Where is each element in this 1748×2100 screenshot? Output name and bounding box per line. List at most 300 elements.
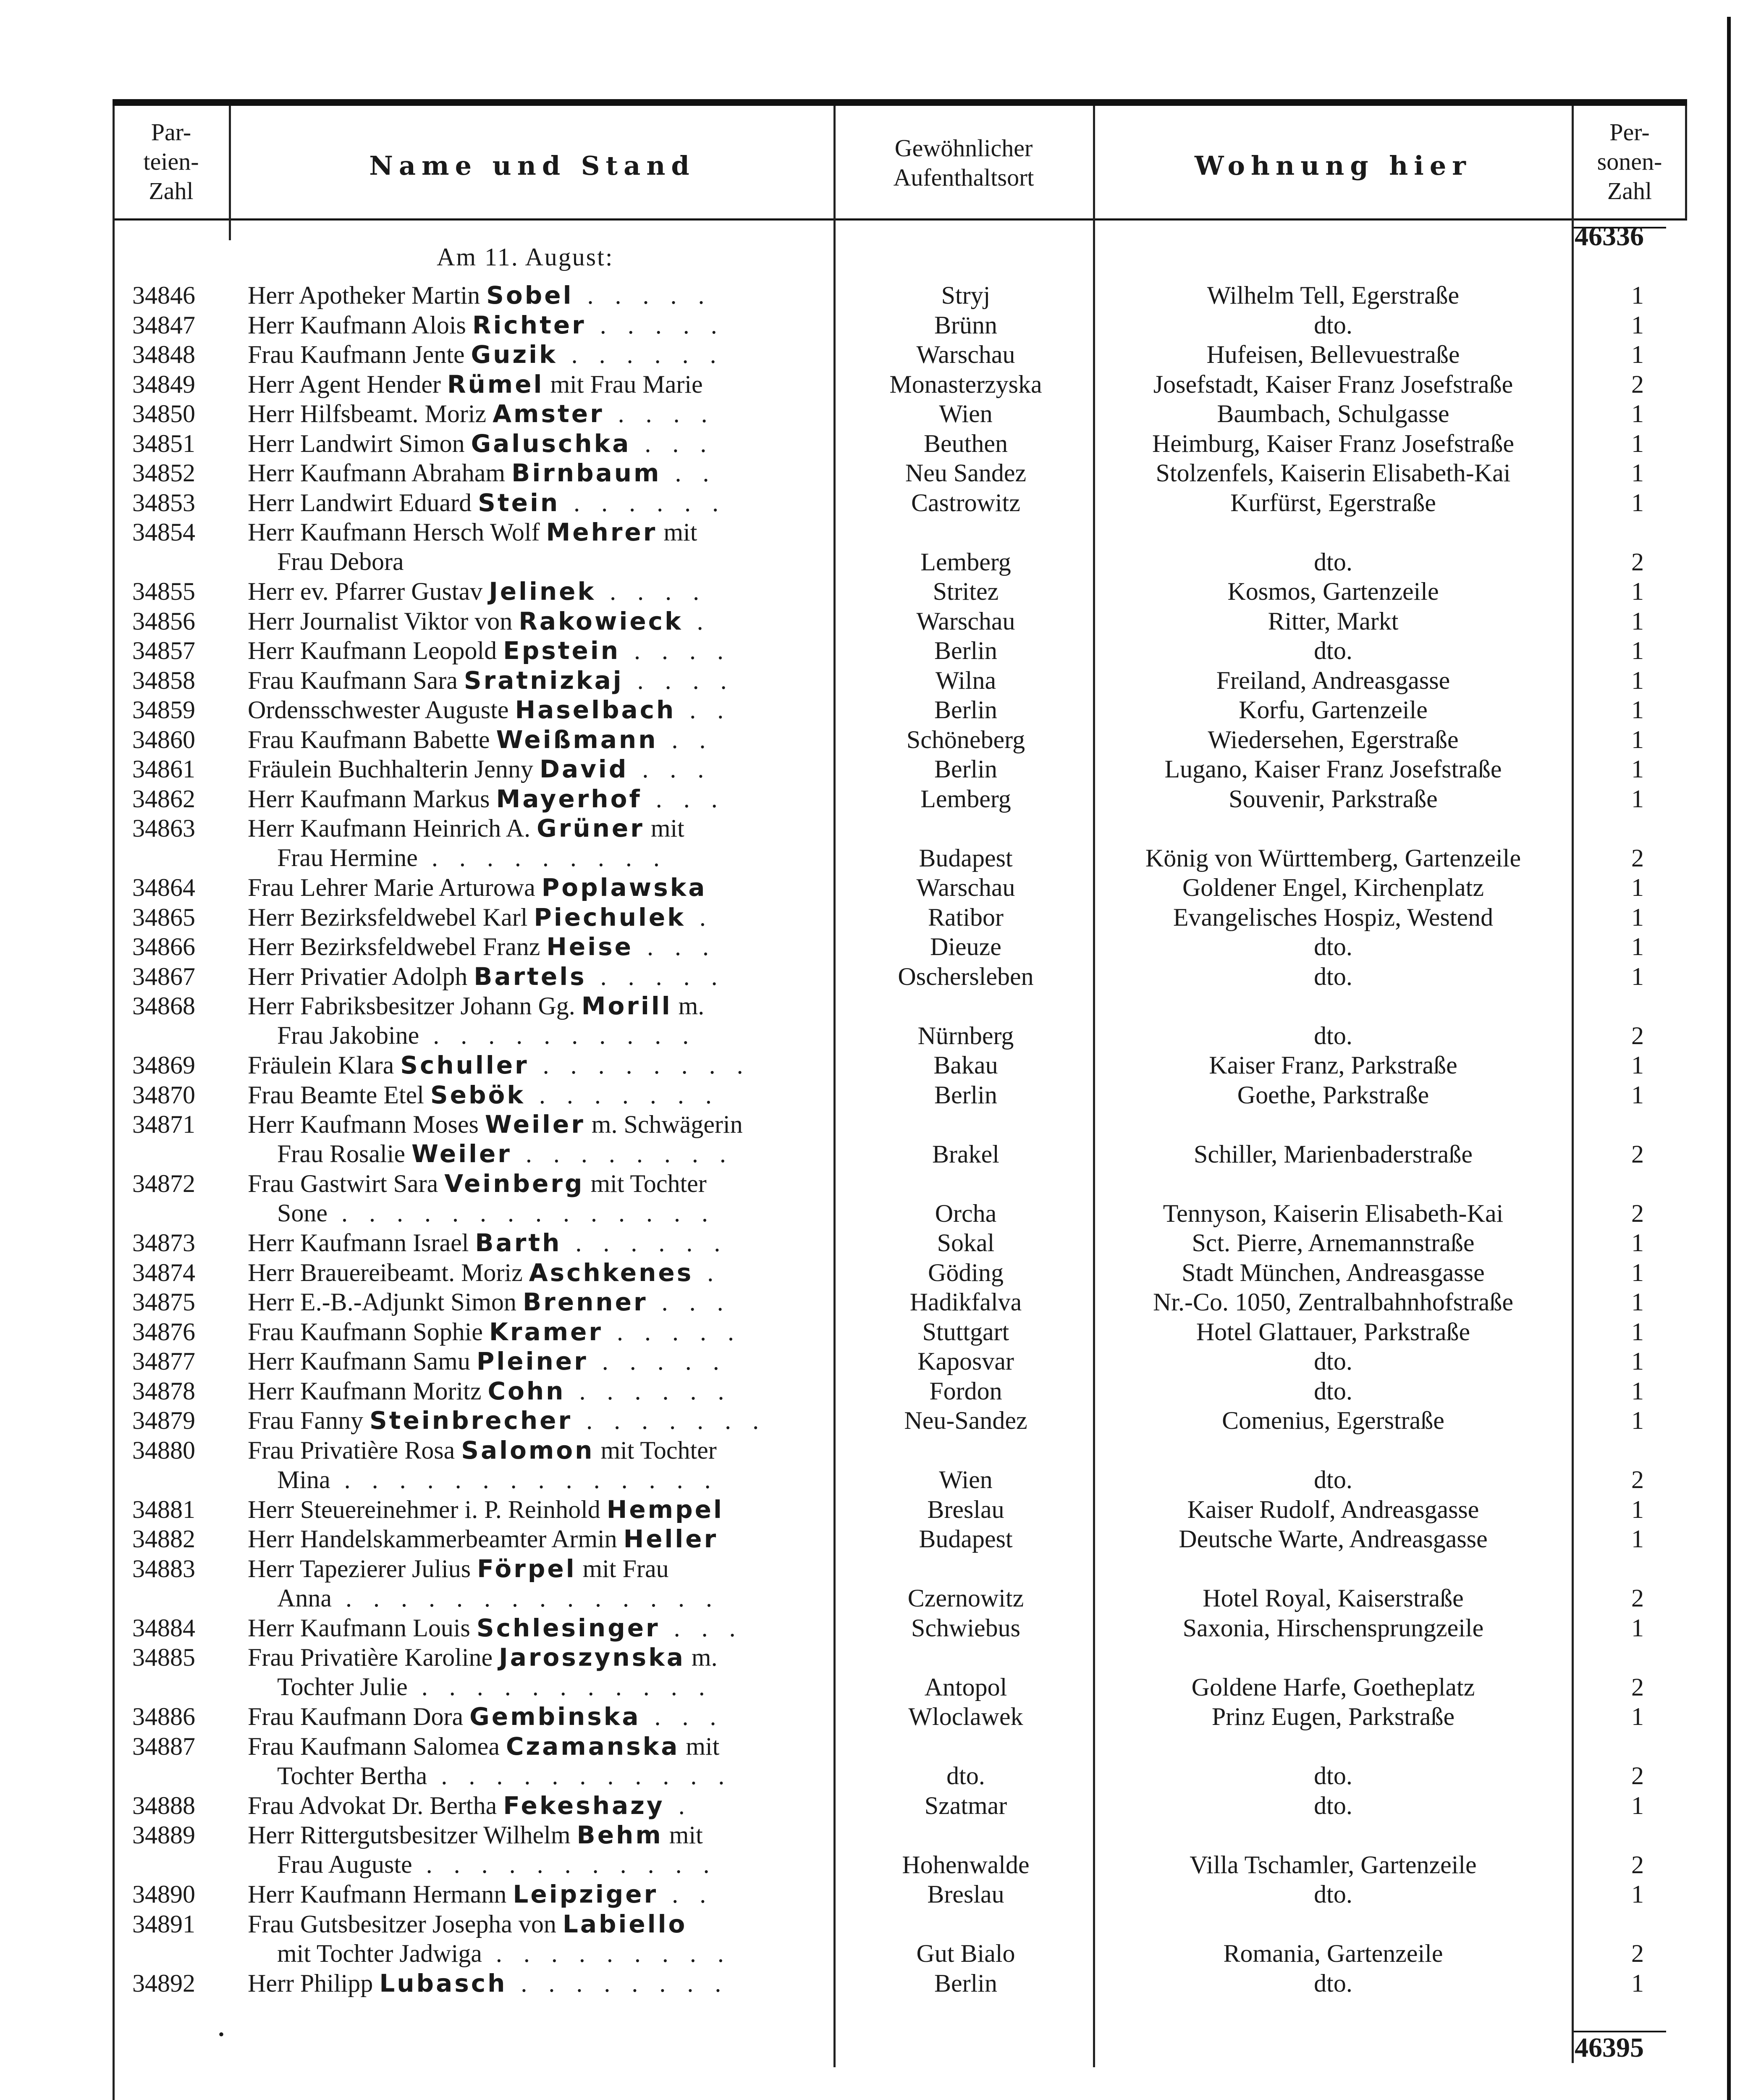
entry-persons: 1 <box>1631 755 1644 783</box>
name-suffix: . . . . . . . <box>525 1081 719 1109</box>
entry-name-and-status <box>248 577 827 606</box>
entry-address: Goethe, Parkstraße <box>1237 1081 1429 1109</box>
name-suffix: mit Frau Marie <box>544 370 703 398</box>
entry-number: 34872 <box>132 1170 195 1197</box>
entry-address: dto. <box>1314 1466 1352 1494</box>
surname: Sobel <box>486 281 574 310</box>
name-prefix: Frau Gutsbesitzer Josepha von <box>248 1910 563 1938</box>
entry-number: 34887 <box>132 1732 195 1760</box>
entry-name-line <box>248 843 827 872</box>
entry-name-and-status <box>248 1169 827 1228</box>
name-prefix: Herr Kaufmann Alois <box>248 311 472 339</box>
name-prefix: Frau Advokat Dr. Bertha <box>248 1791 503 1819</box>
name-prefix: Herr ev. Pfarrer Gustav <box>248 578 489 605</box>
entry-name-line <box>248 399 827 428</box>
name-suffix: . . . . . <box>586 962 725 990</box>
entry-origin: Warschau <box>916 874 1015 901</box>
name-prefix: Herr Kaufmann Hersch Wolf <box>248 518 546 546</box>
entry-number: 34857 <box>132 637 195 664</box>
entry-origin: Czernowitz <box>907 1584 1024 1612</box>
entry-persons: 1 <box>1631 1703 1644 1730</box>
entry-origin: Lemberg <box>920 785 1011 813</box>
header-number-line-2: teien- <box>143 148 199 175</box>
table-row <box>0 429 1748 459</box>
entry-origin: Berlin <box>934 1969 997 1997</box>
entry-name-and-status <box>248 903 827 932</box>
name-suffix: . . . . <box>596 578 707 605</box>
entry-origin: Fordon <box>929 1377 1002 1405</box>
surname: Jaroszynska <box>499 1643 685 1672</box>
surname: Weiler <box>411 1139 512 1168</box>
entry-name-line <box>248 1850 827 1879</box>
surname: Sebök <box>430 1080 525 1109</box>
name-prefix: Ordensschwester Auguste <box>248 696 515 724</box>
entry-origin: Berlin <box>934 696 997 724</box>
entry-name-and-status <box>248 1791 827 1820</box>
entry-address: Korfu, Gartenzeile <box>1239 696 1428 724</box>
entry-number: 34846 <box>132 281 195 309</box>
entry-origin: Berlin <box>934 637 997 664</box>
entry-name-line <box>248 1050 827 1080</box>
entry-number: 34891 <box>132 1910 195 1938</box>
surname: Behm <box>577 1821 663 1849</box>
entry-origin: Ratibor <box>928 903 1004 931</box>
name-prefix: Herr Fabriksbesitzer Johann Gg. <box>248 992 582 1020</box>
entry-name-line <box>248 310 827 340</box>
column-divider-right <box>1685 106 1687 219</box>
table-row <box>0 695 1748 725</box>
entry-number: 34869 <box>132 1051 195 1079</box>
surname: Kramer <box>489 1317 603 1346</box>
date-heading: Am 11. August: <box>437 243 614 271</box>
entry-name-and-status <box>248 636 827 665</box>
name-suffix: . . . . . . . . <box>507 1969 729 1997</box>
entry-origin: Orcha <box>935 1199 997 1227</box>
entry-address: Kaiser Franz, Parkstraße <box>1209 1051 1457 1079</box>
entry-name-line <box>248 1613 827 1643</box>
entry-name-line <box>248 962 827 991</box>
entry-name-and-status <box>248 1287 827 1317</box>
surname: Heise <box>546 932 633 961</box>
entry-origin: Berlin <box>934 755 997 783</box>
surname: Cohn <box>487 1376 566 1405</box>
header-number-line-1: Par- <box>151 118 191 146</box>
entry-name-line <box>248 1436 827 1465</box>
table-row <box>0 1317 1748 1347</box>
entry-name-line <box>248 547 827 576</box>
name-suffix: . . . . . . <box>561 1229 728 1257</box>
name-prefix: Herr Agent Hender <box>248 370 447 398</box>
name-prefix: Frau Hermine <box>277 844 418 872</box>
entry-address: Kaiser Rudolf, Andreasgasse <box>1187 1495 1479 1523</box>
entry-number: 34870 <box>132 1081 195 1109</box>
name-prefix: Herr Kaufmann Markus <box>248 785 496 813</box>
entry-origin: Oschersleben <box>898 962 1034 990</box>
table-row <box>0 1169 1748 1228</box>
name-suffix: . . . <box>628 755 712 783</box>
surname: Mehrer <box>546 518 658 546</box>
table-top-rule <box>113 99 1687 106</box>
name-prefix: Herr Kaufmann Hermann <box>248 1880 513 1908</box>
entry-name-line <box>248 488 827 517</box>
entry-address: dto. <box>1314 1791 1352 1819</box>
entry-address: Ritter, Markt <box>1268 607 1399 635</box>
entry-number: 34859 <box>132 696 195 724</box>
surname: Schlesinger <box>476 1613 660 1642</box>
name-prefix: Herr Bezirksfeldwebel Karl <box>248 903 534 931</box>
name-suffix: . . . . . . . . . . . <box>407 1673 713 1701</box>
surname: Mayerhof <box>496 784 642 813</box>
entry-number: 34886 <box>132 1703 195 1730</box>
entry-name-line <box>248 1732 827 1761</box>
entry-number: 34862 <box>132 785 195 813</box>
name-prefix: Fräulein Klara <box>248 1051 401 1079</box>
entry-origin: Wien <box>939 1466 993 1494</box>
name-prefix: Tochter Julie <box>277 1673 408 1701</box>
surname: Brenner <box>522 1288 648 1316</box>
entry-name-line <box>248 1347 827 1376</box>
entry-address: dto. <box>1314 962 1352 990</box>
entry-address: dto. <box>1314 548 1352 576</box>
header-persons <box>1575 118 1685 206</box>
header-persons-line-2: sonen- <box>1597 148 1662 175</box>
name-suffix: . . <box>676 696 731 724</box>
surname: Labiello <box>562 1909 687 1938</box>
entry-address: Villa Tschamler, Gartenzeile <box>1190 1851 1477 1879</box>
entry-name-and-status <box>248 429 827 458</box>
name-suffix: . . . <box>633 933 716 961</box>
entry-name-line <box>248 606 827 636</box>
name-prefix: Frau Kaufmann Salomea <box>248 1732 506 1760</box>
entry-persons: 1 <box>1631 1525 1644 1553</box>
entry-name-line <box>248 1465 827 1494</box>
entry-name-and-status <box>248 1317 827 1347</box>
table-row <box>0 1909 1748 1969</box>
name-prefix: Herr Hilfsbeamt. Moriz <box>248 400 493 428</box>
entry-name-and-status <box>248 1347 827 1376</box>
entry-persons: 1 <box>1631 1407 1644 1434</box>
surname: Rakowieck <box>519 606 683 635</box>
entry-persons: 2 <box>1631 1199 1644 1227</box>
entry-origin: Wilna <box>935 666 996 694</box>
entry-origin: Lemberg <box>920 548 1011 576</box>
table-row <box>0 754 1748 784</box>
entry-name-line <box>248 1524 827 1554</box>
surname: Stein <box>478 488 560 517</box>
entry-name-line <box>248 1969 827 1998</box>
name-suffix: mit <box>644 814 684 842</box>
entry-address: Lugano, Kaiser Franz Josefstraße <box>1164 755 1502 783</box>
header-origin-line-2: Aufenthaltsort <box>893 164 1034 191</box>
name-prefix: Herr Tapezierer Julius <box>248 1554 477 1583</box>
entry-name-and-status <box>248 281 827 310</box>
entry-number: 34854 <box>132 518 195 546</box>
surname: Barth <box>475 1228 562 1257</box>
entry-address: Saxonia, Hirschensprungzeile <box>1182 1614 1484 1642</box>
entry-number: 34888 <box>132 1791 195 1819</box>
entry-address: Hufeisen, Bellevuestraße <box>1206 341 1460 368</box>
header-name: Name und Stand <box>369 150 695 181</box>
entry-name-and-status <box>248 873 827 902</box>
entry-origin: Wien <box>939 400 993 428</box>
name-suffix: . . . . . . . <box>572 1407 767 1434</box>
name-prefix: Herr Kaufmann Abraham <box>248 459 512 487</box>
table-row <box>0 1643 1748 1702</box>
entry-number: 34876 <box>132 1318 195 1346</box>
entry-number: 34858 <box>132 666 195 694</box>
table-row <box>0 1376 1748 1406</box>
entry-name-line <box>248 281 827 310</box>
name-suffix: . . . . . . . . . . <box>419 1021 697 1049</box>
entry-origin: Gut Bialo <box>916 1940 1015 1967</box>
table-row <box>0 1495 1748 1525</box>
entry-address: Kurfürst, Egerstraße <box>1230 488 1436 517</box>
entry-address: Evangelisches Hospiz, Westend <box>1173 903 1494 931</box>
table-row <box>0 1050 1748 1080</box>
carry-forward-total: 46336 <box>1575 221 1644 252</box>
table-row <box>0 1287 1748 1317</box>
entry-name-line <box>248 517 827 547</box>
entry-origin: Hadikfalva <box>909 1288 1022 1316</box>
entry-name-line <box>248 1080 827 1110</box>
entry-origin: Hohenwalde <box>902 1851 1030 1879</box>
surname: Fekeshazy <box>503 1791 665 1820</box>
entry-persons: 2 <box>1631 1584 1644 1612</box>
entry-persons: 2 <box>1631 1673 1644 1701</box>
entry-number: 34864 <box>132 874 195 901</box>
name-suffix: . . . . . <box>603 1318 742 1346</box>
entry-number: 34861 <box>132 755 195 783</box>
entry-name-and-status <box>248 340 827 369</box>
entry-persons: 1 <box>1631 488 1644 517</box>
entry-number: 34882 <box>132 1525 195 1553</box>
table-row <box>0 962 1748 992</box>
entry-origin: Berlin <box>934 1081 997 1109</box>
entry-number: 34853 <box>132 488 195 517</box>
surname: Steinbrecher <box>369 1406 573 1435</box>
entry-address: Wiedersehen, Egerstraße <box>1208 725 1459 753</box>
entry-name-line <box>248 1583 827 1613</box>
entry-number: 34867 <box>132 962 195 990</box>
entry-address: Comenius, Egerstraße <box>1222 1407 1444 1434</box>
entry-name-and-status <box>248 1080 827 1110</box>
entry-persons: 1 <box>1631 1258 1644 1286</box>
entry-name-line <box>248 873 827 902</box>
entry-origin: Schöneberg <box>906 725 1025 753</box>
table-row <box>0 517 1748 577</box>
name-prefix: Tochter Bertha <box>277 1761 427 1790</box>
entry-number: 34881 <box>132 1495 195 1523</box>
entry-persons: 2 <box>1631 1762 1644 1790</box>
surname: Leipziger <box>513 1880 658 1908</box>
header-origin-line-1: Gewöhnlicher <box>894 134 1033 162</box>
surname: Birnbaum <box>511 459 661 487</box>
entry-name-line <box>248 577 827 606</box>
entry-persons: 1 <box>1631 1081 1644 1109</box>
entry-persons: 1 <box>1631 1614 1644 1642</box>
entry-persons: 1 <box>1631 903 1644 931</box>
name-suffix: . <box>693 1258 721 1286</box>
name-prefix: Herr Philipp <box>248 1969 380 1997</box>
table-row <box>0 784 1748 814</box>
table-row <box>0 1969 1748 1998</box>
entry-address: Tennyson, Kaiserin Elisabeth-Kai <box>1163 1199 1504 1227</box>
entry-persons: 1 <box>1631 1495 1644 1523</box>
name-suffix: . . . . . . . . . . . . . . <box>330 1465 718 1494</box>
entry-origin: Wloclawek <box>908 1703 1023 1730</box>
entry-name-line <box>248 636 827 665</box>
entry-address: dto. <box>1314 637 1352 664</box>
entry-name-line <box>248 1820 827 1850</box>
entry-name-line <box>248 1406 827 1435</box>
entry-number: 34868 <box>132 992 195 1020</box>
entry-number: 34866 <box>132 933 195 961</box>
entry-name-and-status <box>248 606 827 636</box>
entry-persons: 1 <box>1631 1880 1644 1908</box>
name-suffix: m. <box>672 992 705 1020</box>
entry-address: Freiland, Andreasgasse <box>1216 666 1450 694</box>
name-suffix: . . . . . . <box>560 488 726 517</box>
entry-address: Josefstadt, Kaiser Franz Josefstraße <box>1153 370 1513 398</box>
surname: Haselbach <box>515 696 676 724</box>
entry-number: 34865 <box>132 903 195 931</box>
entry-origin: Neu-Sandez <box>904 1407 1027 1434</box>
name-prefix: Mina <box>277 1465 330 1494</box>
name-suffix: . . . . . <box>573 281 712 309</box>
surname: Veinberg <box>444 1169 584 1198</box>
entry-address: Heimburg, Kaiser Franz Josefstraße <box>1152 429 1514 457</box>
name-suffix: mit <box>679 1732 720 1760</box>
entry-name-line <box>248 1672 827 1701</box>
entry-number: 34874 <box>132 1258 195 1286</box>
entry-name-and-status <box>248 517 827 576</box>
surname: Sratnizkaj <box>464 666 624 695</box>
entry-number: 34890 <box>132 1880 195 1908</box>
entry-name-line <box>248 1317 827 1347</box>
entry-origin: Brünn <box>934 311 997 339</box>
table-row <box>0 814 1748 873</box>
name-prefix: Frau Gastwirt Sara <box>248 1170 445 1197</box>
name-suffix: . . <box>661 459 717 487</box>
name-prefix: Herr Kaufmann Louis <box>248 1614 477 1642</box>
name-prefix: Herr Kaufmann Moses <box>248 1110 485 1138</box>
surname: Förpel <box>477 1554 577 1583</box>
name-suffix: . . . . . <box>586 311 725 339</box>
entry-origin: Monasterzyska <box>889 370 1042 398</box>
entry-address: Nr.-Co. 1050, Zentralbahnhofstraße <box>1153 1288 1514 1316</box>
entry-persons: 1 <box>1631 400 1644 428</box>
entry-number: 34856 <box>132 607 195 635</box>
entry-address: Kosmos, Gartenzeile <box>1227 578 1439 605</box>
name-suffix: . . . . . . . . . . . . . . <box>328 1199 715 1227</box>
entry-number: 34877 <box>132 1347 195 1375</box>
entry-origin: Kaposvar <box>917 1347 1014 1375</box>
entry-name-and-status <box>248 784 827 814</box>
name-suffix: . <box>683 607 711 635</box>
entry-persons: 1 <box>1631 696 1644 724</box>
entry-name-and-status <box>248 1880 827 1909</box>
entry-name-line <box>248 754 827 784</box>
surname: Rümel <box>447 370 544 399</box>
entry-address: König von Württemberg, Gartenzeile <box>1145 844 1521 872</box>
name-suffix: . . . <box>640 1703 724 1730</box>
entry-origin: Dieuze <box>930 933 1001 961</box>
name-suffix: . . . . . . <box>565 1377 732 1405</box>
entry-name-line <box>248 340 827 369</box>
entry-name-line <box>248 1287 827 1317</box>
name-suffix: m. <box>685 1643 718 1671</box>
entry-number: 34855 <box>132 578 195 605</box>
name-suffix: . . <box>658 1880 714 1908</box>
table-row <box>0 488 1748 518</box>
surname: Salomon <box>461 1436 595 1465</box>
entry-address: Deutsche Warte, Andreasgasse <box>1179 1525 1488 1553</box>
name-suffix: . . . . . . . . <box>529 1051 751 1079</box>
name-prefix: Herr Brauereibeamt. Moriz <box>248 1258 529 1286</box>
entry-number: 34885 <box>132 1643 195 1671</box>
entry-name-and-status <box>248 1613 827 1643</box>
entry-name-line <box>248 1495 827 1524</box>
name-suffix: . . . . . . <box>557 341 724 368</box>
name-prefix: Herr Kaufmann Samu <box>248 1347 477 1375</box>
name-prefix: Frau Debora <box>277 548 404 575</box>
entry-number: 34889 <box>132 1821 195 1849</box>
entry-name-and-status <box>248 1495 827 1524</box>
entry-name-and-status <box>248 991 827 1050</box>
entry-name-line <box>248 1791 827 1820</box>
entry-name-and-status <box>248 1969 827 1998</box>
name-prefix: Herr Kaufmann Heinrich A. <box>248 814 537 842</box>
table-row <box>0 636 1748 666</box>
name-suffix: . . . . . . . . <box>511 1140 734 1168</box>
entry-persons: 1 <box>1631 725 1644 753</box>
entry-persons: 2 <box>1631 1466 1644 1494</box>
entry-number: 34883 <box>132 1554 195 1583</box>
entry-address: Wilhelm Tell, Egerstraße <box>1207 281 1460 309</box>
entry-origin: Warschau <box>916 341 1015 368</box>
entry-persons: 1 <box>1631 1051 1644 1079</box>
name-suffix: . <box>685 903 713 931</box>
entry-persons: 2 <box>1631 1021 1644 1050</box>
entry-name-and-status <box>248 1228 827 1257</box>
entry-number: 34873 <box>132 1229 195 1257</box>
entry-origin: Breslau <box>927 1880 1004 1908</box>
entry-origin: Neu Sandez <box>905 459 1027 487</box>
entry-name-line <box>248 1909 827 1939</box>
name-prefix: Herr Handelskammerbeamter Armin <box>248 1525 624 1553</box>
entry-name-and-status <box>248 1376 827 1406</box>
entry-name-line <box>248 1228 827 1257</box>
name-suffix: . . . . . <box>588 1347 727 1375</box>
entry-persons: 2 <box>1631 1851 1644 1879</box>
table-row <box>0 1732 1748 1791</box>
entry-persons: 1 <box>1631 1347 1644 1375</box>
header-persons-line-1: Per- <box>1609 118 1650 146</box>
entry-origin: Brakel <box>932 1140 999 1168</box>
surname: Hempel <box>606 1495 724 1524</box>
entry-name-and-status <box>248 310 827 340</box>
entry-name-line <box>248 932 827 961</box>
entry-persons: 1 <box>1631 933 1644 961</box>
entry-name-and-status <box>248 814 827 872</box>
table-row <box>0 1880 1748 1909</box>
entry-address: dto. <box>1314 1377 1352 1405</box>
entry-name-line <box>248 1761 827 1790</box>
surname: Guzik <box>471 340 558 369</box>
entry-number: 34863 <box>132 814 195 842</box>
surname: Lubasch <box>379 1969 507 1998</box>
table-row <box>0 1228 1748 1258</box>
